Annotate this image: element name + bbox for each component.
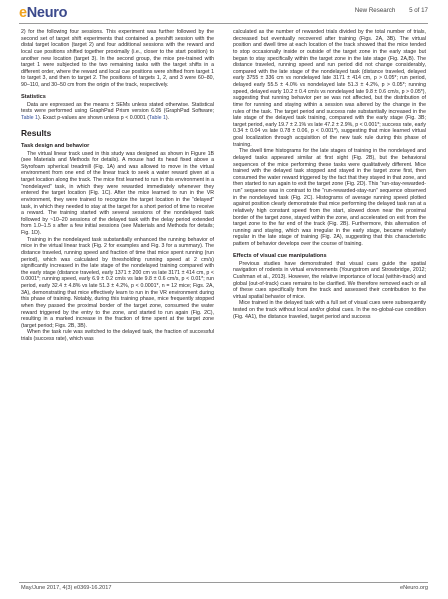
- paragraph: 2) for the following four sessions. This experiment was further followed by the second set of target shift experiments that contained a preshift session with the distal target location (target 2) and four additional sessions with the reward and local cue positions shifted together proximally (i.e., closer to the start position) to another new location (target 3). In the second group, the mice pre-trained with target 1 were subjected to the two remaining tasks with the target shifts in a different order, where the reward and local cue positions were shifted from target 1 to target 3, and then to target 2. The positions of targets 1, 2, and 3 were 60–80, 90–110, and 30–50 cm from the origin of the track, respectively.: [21, 29, 214, 88]
- table-link[interactable]: Table 1: [148, 114, 166, 121]
- paragraph-statistics: [21, 102, 214, 122]
- journal-logo: [19, 5, 67, 21]
- paragraph: The dwell time histograms for the late stages of training in the nondelayed and delayed tasks appeared similar at first sight (Fig. 2B), but the behavioral sequences of the mice performing these tasks were qualitatively different. Mice trained with the delayed task stopped and stayed in the target zone first, then consumed the water reward triggered by the fact that they stayed in that zone, and then started to run again to exit the target zone (Fig. 2D). This “run-stay-rewarded-run” sequence was in contrast to the “run-rewarded-stay-run” sequence observed in the nondelayed task (Fig. 2C). Histograms of average running speed plotted against position clearly demonstrate that mice performing the delayed task ran at a relatively high constant speed from the start, slowed down near the proximal border of the target zone, stayed within the zone, and accelerated on exit from the target zone to the far end of the track (Fig. 2B). Furthermore, this alternation of running and staying, which was irregular in the early stage, became relatively regular in the late stage of training (Fig. 2A), suggesting that this characteristic pattern of behavior develops over the course of training.: [233, 148, 426, 247]
- page-number: 5 of 17: [409, 7, 428, 14]
- citation-footer: May/June 2017, 4(3) e0369-16.2017: [21, 585, 112, 591]
- section-label: New Research: [354, 7, 396, 14]
- heading-statistics: Statistics: [21, 93, 46, 100]
- paragraph: Previous studies have demonstrated that visual cues guide the spatial navigation of rodents in virtual environments (Youngstrom and Strowbridge, 2012; Cushman et al., 2013). However, the relative importance of local (within-track) and global (out-of-track) cues remains to be clarified. We therefore removed each or all of these cues specifically from the track and assessed their contribution to the virtual spatial behavior of mice.: [233, 260, 426, 300]
- right-column: [233, 29, 426, 320]
- heading-results: Results: [21, 127, 52, 138]
- footer-rule: [19, 582, 428, 583]
- text: Data are expressed as the means ± SEMs unless stated otherwise. Statistical tests were performed using GraphPad Prism version 6.05 (GraphPad Software;: [21, 101, 214, 115]
- paragraph: When the task rule was switched to the delayed task, the fraction of successful trials (success rate), which was: [21, 329, 214, 342]
- heading-task-design: Task design and behavior: [21, 142, 90, 149]
- text: ).: [165, 114, 170, 121]
- paragraph: Training in the nondelayed task substantially enhanced the running behavior of mice in the virtual linear track (Fig. 2 for examples and Fig. 3 for a summary). The distance traveled, running speed and fraction of time that mice spent running (run period), which was calculated by thresholding running speed at 2 cm/s) significantly increased in the late stage of the nondelayed training compared with the early stage (distance traveled, early 1371 ± 200 cm vs late 3171 ± 414 cm, p < 0.0001*; running speed, early 6.9 ± 0.2 cm/s vs late 9.8 ± 0.6 cm/s, p < 0.01*; run period, early 32.4 ± 4.8% vs late 51.3 ± 4.2%, p < 0.0001*, n = 12 mice; Figs. 2A, 3A), demonstrating that mice effectively learn to run in the VR environment during this phase of training. Notably, during this training phase, mice frequently stopped when they passed the proximal border of the target zone, consumed the water reward triggered by the entry to the zone, and started to run again (Fig. 2C), resulting in a marked increase in the fraction of time spent at the target zone (target period; Figs. 2B, 3B).: [21, 236, 214, 329]
- table-link[interactable]: Table 1: [21, 114, 38, 121]
- heading-visual-cues: Effects of visual cue manipulations: [233, 252, 327, 259]
- header-rule: [19, 23, 428, 24]
- paragraph: calculated as the number of rewarded trials divided by the total number of trials, decreased but eventually recovered after training (Figs. 2A, 3B). The virtual position and dwell time at each location of the track showed that the mice tended to stop occasionally inside or outside of the target zone in the early stage but began to stay specifically within the target zone in the late stage (Fig. 2A,B). The distance traveled, running speed and run period did not change considerably, compared with the late stage of the nondelayed task (distance traveled, delayed early 3755 ± 336 cm vs nondelayed late 3171 ± 414 cm, p > 0.05*; run period, delayed early 55.5 ± 4.0% vs nondelayed late 51.3 ± 4.2%, p > 0.05*; running speed, delayed early 10.2 ± 0.4 cm/s vs nondelayed late 9.8 ± 0.6 cm/s, p > 0.05*), suggesting that running behavior per se was not affected, but the distribution of time for running and staying within a session was altered by the change in the rules of the task. The target period and success rate substantially increased in the late stage of the delayed task training, compared with the early stage (Fig. 3B; target period, early 19.7 ± 2.1% vs late 47.2 ± 2.9%, p < 0.001*; success rate, early 0.34 ± 0.04 vs late 0.78 ± 0.06, p < 0.001*), suggesting that mice learned virtual goal localization through acquisition of the new task rule during this phase of training.: [233, 29, 426, 148]
- paragraph: The virtual linear track used in this study was designed as shown in Figure 1B (see Materials and Methods for details). A mouse had its head fixed above a Styrofoam spherical treadmill (Fig. 1A) and was allowed to move in the virtual environment from one end of the linear track to seek a water reward given at a target location along the track. The mice first learned to run in this environment in a “nondelayed” task, in which they were rewarded immediately whenever they entered the target location (Fig. 1C). After the mice learned to run in the VR environment, they were trained to recognize the target location in the “delayed” task, in which they needed to stay at the target for a short period of time to receive a reward. The training started with several sessions of the nondelayed task followed by ~10–20 sessions of the delayed task with the delay period extended from 1.0–1.5 s after a few initial sessions (see Materials and Methods for details; Fig. 1D).: [21, 150, 214, 236]
- paragraph: Mice trained in the delayed task with a full set of visual cues were subsequently tested on the track without local and/or global cues. In the no-global-cue condition (Fig. 4A1), the distance traveled, target period and success: [233, 300, 426, 320]
- running-header: [355, 7, 428, 14]
- left-column: [21, 29, 214, 343]
- site-footer: eNeuro.org: [400, 585, 428, 591]
- logo-neuro: Neuro: [26, 5, 68, 21]
- text: ). Exact p-values are shown unless p < 0.0001 (: [37, 114, 149, 121]
- logo-e: e: [19, 5, 27, 21]
